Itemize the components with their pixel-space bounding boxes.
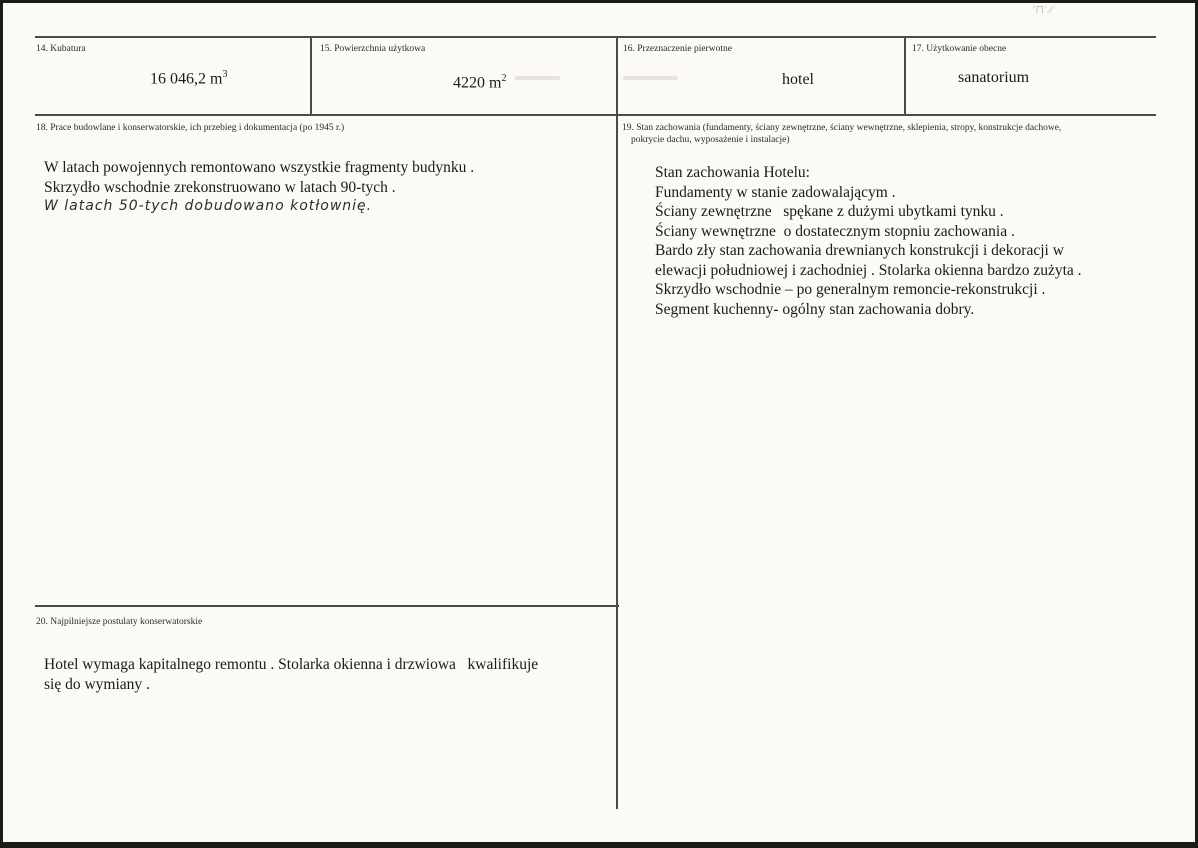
field-20-line: się do wymiany . [44, 675, 150, 693]
field-19-line: Stan zachowania Hotelu: [655, 164, 810, 181]
field-15-label: 15. Powierzchnia użytkowa [320, 44, 426, 54]
field-19-line: Fundamenty w stanie zadowalającym . [655, 183, 896, 201]
field-14-value [150, 69, 227, 88]
area-value: 4220 m [453, 74, 502, 92]
field-20-label: 20. Najpilniejsze postulaty konserwatorskie [36, 617, 203, 627]
field-14-label: 14. Kubatura [36, 44, 86, 54]
field-19-line: Skrzydło wschodnie – po generalnym remoncie-rekonstrukcji . [655, 281, 1046, 298]
section20-top-rule [35, 605, 619, 607]
erased-text-smudge [515, 76, 560, 80]
field-20-content [44, 655, 538, 694]
kubatura-unit-exponent: 3 [222, 69, 228, 80]
field-19-line: Ściany wewnętrzne o dostatecznym stopniu zachowania . [655, 222, 1015, 240]
field-17-label: 17. Użytkowanie obecne [912, 44, 1007, 54]
col-divider-15-16 [616, 36, 618, 809]
form-page [3, 3, 1195, 842]
field-19-line: elewacji południowej i zachodniej . Stolarka okienna bardzo zużyta . [655, 261, 1082, 279]
field-19-label [622, 122, 1061, 146]
field-18-line: W latach powojennych remontowano wszystkie fragmenty budynku . [44, 159, 475, 176]
stamp-mark: ʹ⊓ʹ ⁄⁄ [1033, 4, 1053, 16]
col-divider-14-15 [310, 36, 312, 116]
row1-bottom-rule [35, 114, 1156, 116]
field-19-content [655, 163, 1082, 319]
field-18-handwritten-line: W latach 50-tych dobudowano kotłownię. [44, 198, 373, 214]
kubatura-value: 16 046,2 m [150, 70, 223, 88]
field-17-value: sanatorium [958, 69, 1030, 86]
field-18-line: Skrzydło wschodnie zrekonstruowano w latach 90-tych . [44, 178, 396, 196]
field-19-line: Segment kuchenny- ogólny stan zachowania dobry. [655, 300, 975, 318]
field-19-label-line1: 19. Stan zachowania (fundamenty, ściany zewnętrzne, ściany wewnętrzne, sklepienia, stropy, konstrukcje dachowe, [622, 123, 1062, 133]
field-19-line: Ściany zewnętrzne spękane z dużymi ubytkami tynku . [655, 203, 1004, 220]
field-18-label: 18. Prace budowlane i konserwatorskie, ich przebieg i dokumentacja (po 1945 r.) [36, 123, 345, 133]
field-19-label-line2: pokrycie dachu, wyposażenie i instalacje) [631, 135, 790, 145]
erased-text-smudge [623, 76, 678, 80]
field-16-value: hotel [782, 71, 814, 88]
field-19-line: Bardo zły stan zachowania drewnianych konstrukcji i dekoracji w [655, 242, 1064, 259]
field-18-content [44, 158, 474, 217]
area-unit-exponent: 2 [501, 73, 507, 84]
field-15-value [453, 73, 506, 92]
field-20-line: Hotel wymaga kapitalnego remontu . Stolarka okienna i drzwiowa kwalifikuje [44, 656, 539, 673]
field-16-label: 16. Przeznaczenie pierwotne [623, 44, 732, 54]
col-divider-16-17 [904, 36, 906, 116]
top-rule [35, 36, 1156, 38]
